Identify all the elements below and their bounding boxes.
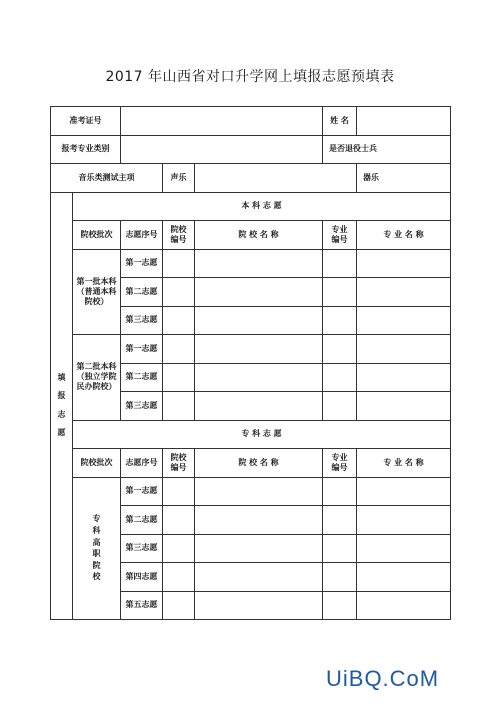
col-school-name: 院 校 名 称 <box>195 221 323 250</box>
college-batch-label: 专科高职院校 <box>73 477 121 620</box>
volunteer-form-table <box>50 106 451 620</box>
bachelor-column-headers <box>51 221 451 250</box>
choice-label: 第二志愿 <box>121 506 163 535</box>
col-major-name: 专 业 名 称 <box>357 221 451 250</box>
row-major-category <box>51 135 451 164</box>
choice-label: 第一志愿 <box>121 335 163 364</box>
music-test-label: 音乐类测试主项 <box>51 164 163 193</box>
major-category-field[interactable] <box>121 135 323 164</box>
col-choice-no: 志愿序号 <box>121 449 163 478</box>
side-label-cell <box>51 192 73 620</box>
row-exam-id <box>51 107 451 136</box>
instrument-label: 器乐 <box>357 164 451 193</box>
choice-label: 第一志愿 <box>121 477 163 506</box>
bachelor-section-title: 本 科 志 愿 <box>73 192 451 221</box>
table-row <box>51 249 451 278</box>
col-batch: 院校批次 <box>73 449 121 478</box>
vocal-label: 声乐 <box>163 164 195 193</box>
college-column-headers <box>51 449 451 478</box>
exam-id-field[interactable] <box>121 107 323 136</box>
batch-2-label: 第二批本科（独立学院民办院校） <box>73 335 121 421</box>
choice-label: 第二志愿 <box>121 278 163 307</box>
choice-label: 第三志愿 <box>121 392 163 421</box>
col-school-code: 院校编号 <box>163 449 195 478</box>
col-major-name: 专 业 名 称 <box>357 449 451 478</box>
row-music-test <box>51 164 451 193</box>
choice-label: 第三志愿 <box>121 534 163 563</box>
table-row <box>51 477 451 506</box>
bachelor-section-header <box>51 192 451 221</box>
batch-1-label: 第一批本科（普通本科院校） <box>73 249 121 335</box>
watermark-logo: UiBQ.CoM <box>326 666 440 691</box>
col-school-code: 院校编号 <box>163 221 195 250</box>
choice-label: 第三志愿 <box>121 306 163 335</box>
choice-label: 第二志愿 <box>121 363 163 392</box>
veteran-label: 是否退役士兵 <box>323 135 451 164</box>
name-field[interactable] <box>357 107 451 136</box>
vocal-field[interactable] <box>195 164 357 193</box>
college-section-header <box>51 420 451 449</box>
choice-label: 第一志愿 <box>121 249 163 278</box>
col-batch: 院校批次 <box>73 221 121 250</box>
form-title: 2017 年山西省对口升学网上填报志愿预填表 <box>105 69 395 85</box>
table-row <box>51 335 451 364</box>
name-label: 姓 名 <box>323 107 357 136</box>
side-label: 填报志愿 <box>57 372 66 438</box>
exam-id-label: 准考证号 <box>51 107 121 136</box>
col-major-code: 专业编号 <box>323 449 357 478</box>
choice-label: 第五志愿 <box>121 591 163 620</box>
col-choice-no: 志愿序号 <box>121 221 163 250</box>
col-major-code: 专业编号 <box>323 221 357 250</box>
college-section-title: 专 科 志 愿 <box>73 420 451 449</box>
major-category-label: 报考专业类别 <box>51 135 121 164</box>
choice-label: 第四志愿 <box>121 563 163 592</box>
col-school-name: 院 校 名 称 <box>195 449 323 478</box>
